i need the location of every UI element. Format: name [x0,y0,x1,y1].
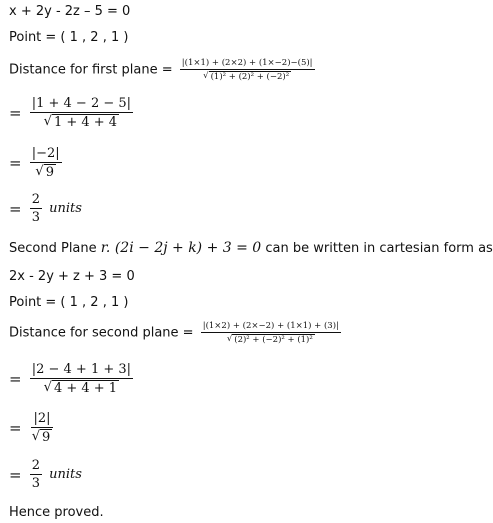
step-2-fraction [30,146,62,180]
first-distance-numerator: |(1×1) + (2×2) + (1×−2)−(5)| [181,58,313,68]
step-1-numerator: |1 + 4 − 2 − 5| [31,96,132,111]
result-1-fraction [30,192,42,225]
step-2: = |−2| √ 9 [9,146,60,180]
step-4-numerator: |2| [33,411,51,426]
result-1-numerator: 2 [31,192,40,207]
step-3-numerator: |2 − 4 + 1 + 3| [31,362,132,377]
step-4: = |2| √ 9 [9,411,54,445]
result-2-fraction [30,458,42,491]
step-2-numerator: |−2| [31,146,60,161]
second-distance-fraction [201,321,341,345]
step-1: = |1 + 4 − 2 − 5| √ 1 + 4 + 4 [9,96,132,130]
first-distance-fraction [180,58,315,82]
first-distance-formula [9,58,315,82]
first-point: Point = ( 1 , 2 , 1 ) [9,30,129,45]
second-plane-text-b: can be written in cartesian form as [265,241,493,256]
second-distance-denominator: √ (2)² + (−2)² + (1)² [226,334,313,345]
result-1-denominator: 3 [31,210,40,225]
second-plane-text-a: Second Plane [9,241,97,256]
conclusion: Hence proved. [9,505,104,520]
result-2-denominator: 3 [31,476,40,491]
second-plane-vector: r. (2i − 2j + k) + 3 = 0 [100,240,262,256]
second-plane-equation: 2x - 2y + z + 3 = 0 [9,269,135,284]
second-plane-statement [9,240,493,256]
result-2-units: units [49,467,82,482]
second-point: Point = ( 1 , 2 , 1 ) [9,295,129,310]
step-3-fraction [30,362,133,396]
step-4-fraction [30,411,55,445]
result-2-numerator: 2 [31,458,40,473]
first-distance-label: Distance for first plane = [9,62,173,78]
step-1-denominator: √ 1 + 4 + 4 [43,114,118,130]
step-1-fraction [30,96,133,130]
step-3: = |2 − 4 + 1 + 3| √ 4 + 4 + 1 [9,362,132,396]
result-2: = $\frac{2}{3}$ units [9,458,82,491]
second-distance-formula [9,321,341,345]
result-1-units: units [49,201,82,216]
step-4-denominator: √ 9 [31,429,51,445]
second-distance-label: Distance for second plane = [9,325,194,341]
first-distance-denominator: √ (1)² + (2)² + (−2)² [203,71,290,82]
step-2-denominator: √ 9 [35,164,54,180]
step-3-denominator: √ 4 + 4 + 1 [43,380,118,396]
result-1: = $\frac{2}{3}$ units [9,192,82,225]
first-plane-equation: x + 2y - 2z – 5 = 0 [9,4,131,19]
second-distance-numerator: |(1×2) + (2×−2) + (1×1) + (3)| [202,321,339,331]
